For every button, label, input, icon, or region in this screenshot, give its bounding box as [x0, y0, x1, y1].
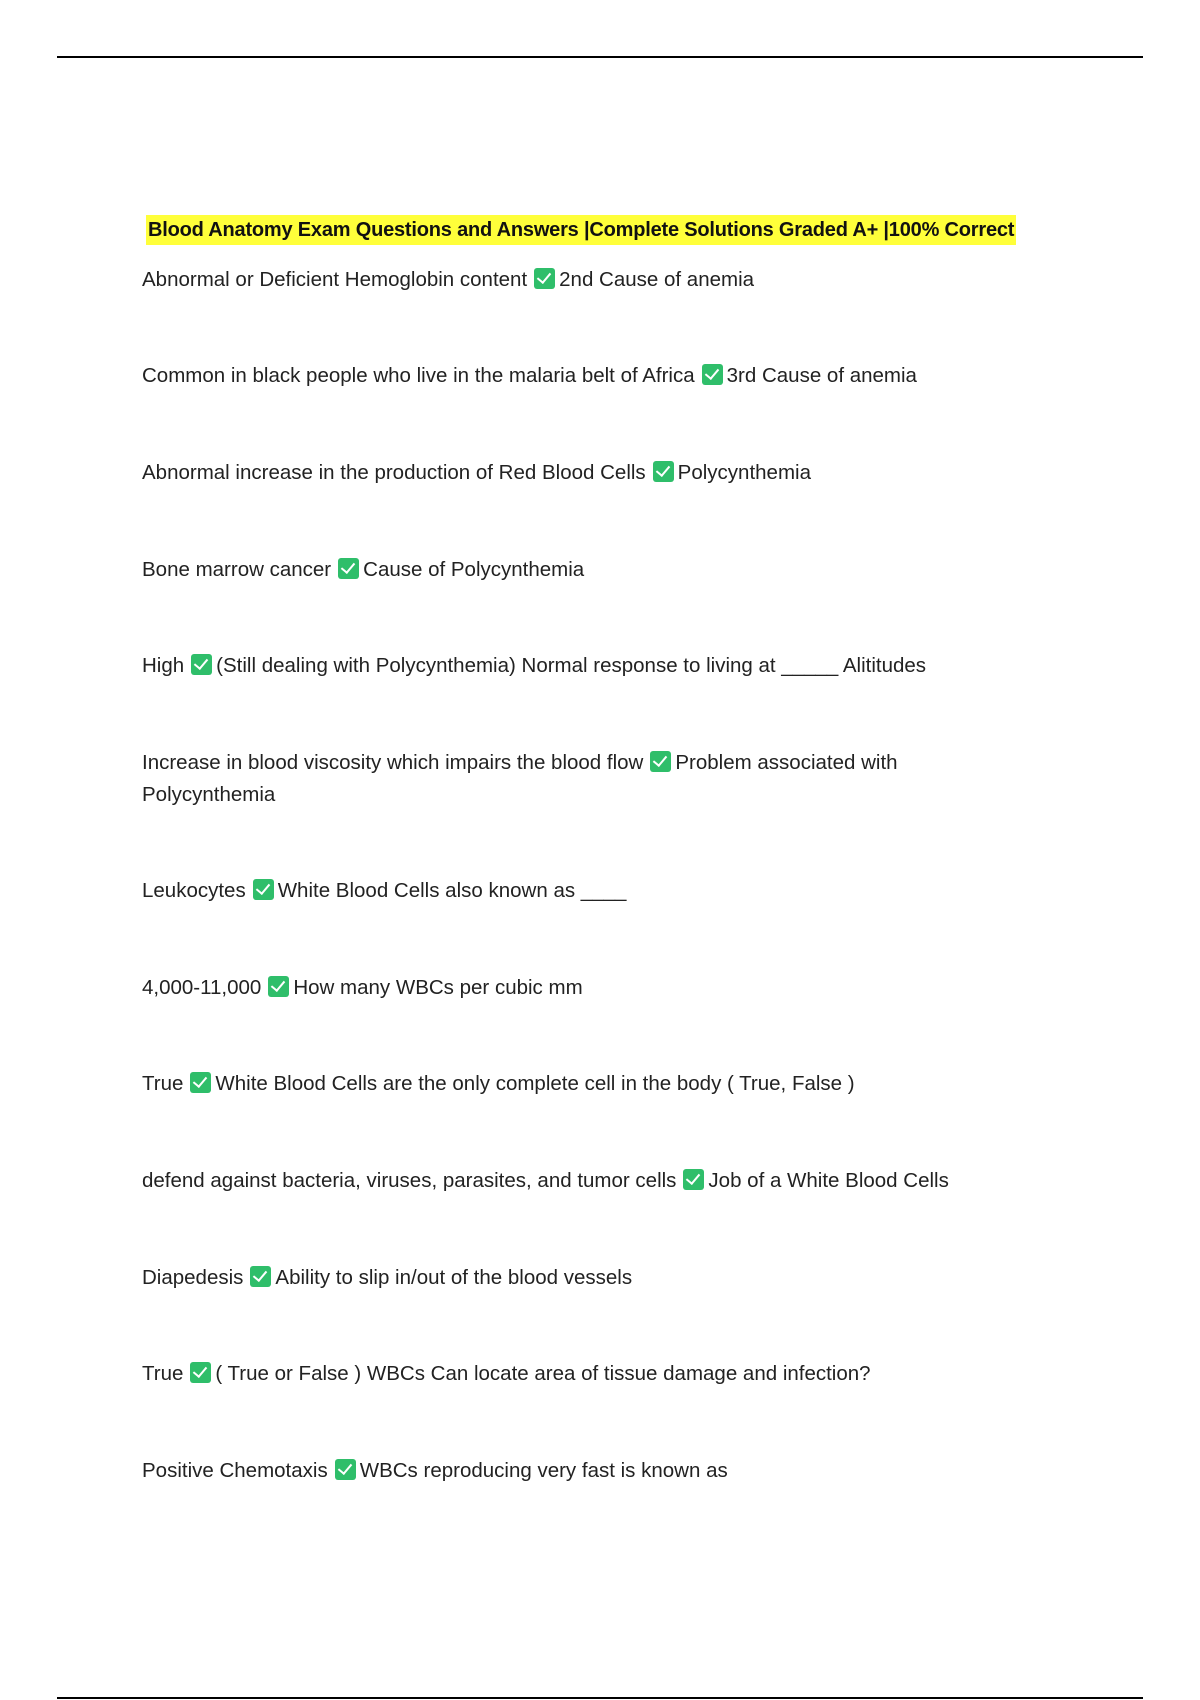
question-text: Leukocytes: [142, 879, 246, 902]
answer-text: Cause of Polycynthemia: [363, 558, 585, 581]
qa-item-1: [142, 264, 982, 296]
question-text: Abnormal increase in the production of Red Blood Cells: [142, 461, 646, 484]
answer-text: Job of a White Blood Cells: [708, 1169, 949, 1192]
question-text: High: [142, 654, 185, 677]
check-mark-icon: [190, 1362, 211, 1383]
answer-text: Ability to slip in/out of the blood vessels: [275, 1266, 633, 1289]
qa-item-9: [142, 1068, 982, 1100]
question-text: Common in black people who live in the malaria belt of Africa: [142, 364, 695, 387]
document-title: Blood Anatomy Exam Questions and Answers |Complete Solutions Graded A+ |100% Correct: [146, 215, 1016, 245]
header-rule: [57, 56, 1143, 58]
qa-item-6: [142, 747, 982, 811]
answer-text: (Still dealing with Polycynthemia) Normal response to living at _____ Alititudes: [216, 654, 927, 677]
qa-item-10: [142, 1165, 982, 1197]
question-text: Positive Chemotaxis: [142, 1459, 328, 1482]
qa-item-11: [142, 1262, 982, 1294]
qa-item-13: [142, 1455, 982, 1487]
check-mark-icon: [702, 364, 723, 385]
footer-rule: [57, 1697, 1143, 1699]
qa-item-7: [142, 875, 982, 907]
question-text: defend against bacteria, viruses, parasites, and tumor cells: [142, 1169, 677, 1192]
question-text: True: [142, 1072, 184, 1095]
check-mark-icon: [190, 1072, 211, 1093]
answer-text: ( True or False ) WBCs Can locate area of tissue damage and infection?: [215, 1362, 871, 1385]
check-mark-icon: [250, 1266, 271, 1287]
check-mark-icon: [191, 654, 212, 675]
check-mark-icon: [268, 976, 289, 997]
answer-text: Problem associated with Polycynthemia: [142, 751, 898, 806]
question-text: True: [142, 1362, 184, 1385]
check-mark-icon: [683, 1169, 704, 1190]
check-mark-icon: [650, 751, 671, 772]
qa-item-3: [142, 457, 982, 489]
qa-item-12: [142, 1358, 982, 1390]
answer-text: WBCs reproducing very fast is known as: [359, 1459, 728, 1482]
check-mark-icon: [253, 879, 274, 900]
check-mark-icon: [653, 461, 674, 482]
question-text: Diapedesis: [142, 1266, 244, 1289]
qa-item-2: [142, 360, 982, 392]
answer-text: Polycynthemia: [677, 461, 811, 484]
question-text: Abnormal or Deficient Hemoglobin content: [142, 268, 528, 291]
question-text: Increase in blood viscosity which impairs the blood flow: [142, 751, 644, 774]
answer-text: 2nd Cause of anemia: [559, 268, 755, 291]
check-mark-icon: [335, 1459, 356, 1480]
question-text: 4,000-11,000: [142, 976, 262, 999]
qa-item-5: [142, 650, 982, 682]
title-block: [146, 215, 1160, 245]
check-mark-icon: [338, 558, 359, 579]
qa-item-8: [142, 972, 982, 1004]
answer-text: White Blood Cells also known as ____: [277, 879, 627, 902]
qa-item-4: [142, 554, 982, 586]
answer-text: White Blood Cells are the only complete cell in the body ( True, False ): [215, 1072, 855, 1095]
answer-text: 3rd Cause of anemia: [726, 364, 917, 387]
check-mark-icon: [534, 268, 555, 289]
question-text: Bone marrow cancer: [142, 558, 332, 581]
answer-text: How many WBCs per cubic mm: [293, 976, 583, 999]
